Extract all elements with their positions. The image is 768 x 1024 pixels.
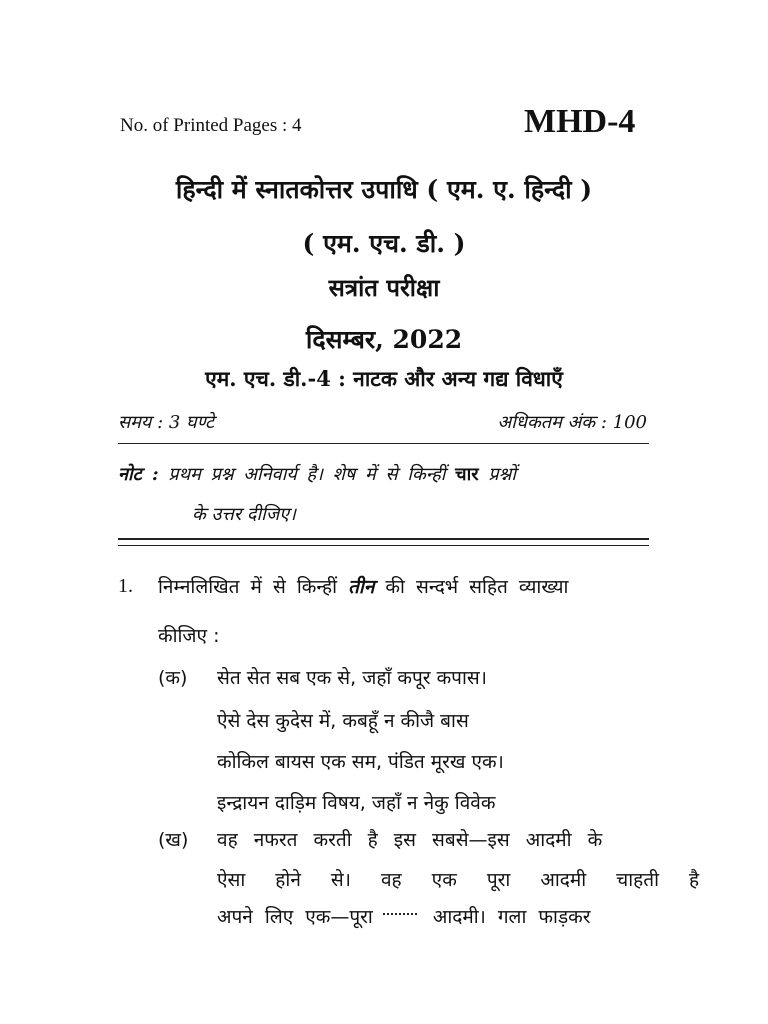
passage-line: ऐसा होने से। वह एक पूरा आदमी चाहती है (217, 869, 700, 891)
part-ka-label: (क) (158, 667, 188, 689)
exam-date: दिसम्बर, 2022 (305, 325, 463, 354)
question-prompt-line-2: कीजिए : (158, 625, 220, 647)
ellipsis-dots (383, 903, 417, 915)
programme-title: हिन्दी में स्नातकोत्तर उपाधि ( एम. ए. हिन्दी ) (175, 175, 593, 204)
question-number: 1. (118, 575, 133, 597)
part-kha-label: (ख) (158, 829, 189, 851)
paper-code: MHD-4 (524, 103, 636, 140)
maximum-marks: अधिकतम अंक : 100 (497, 412, 647, 433)
note-line-2: के उत्तर दीजिए। (192, 504, 296, 525)
question-text-b: की सन्दर्भ सहित व्याख्या (374, 576, 569, 598)
passage-text-a: अपने लिए एक—पूरा (217, 906, 373, 928)
programme-code: ( एम. एच. डी. ) (302, 229, 466, 258)
passage-text-b: आदमी। गला फाड़कर (432, 906, 591, 928)
paper-title: एम. एच. डी.-4 : नाटक और अन्य गद्य विधाएँ (205, 366, 563, 391)
double-divider-bottom (118, 545, 649, 546)
exam-name: सत्रांत परीक्षा (328, 273, 440, 302)
passage-line (217, 903, 591, 929)
verse-line: सेत सेत सब एक से, जहाँ कपूर कपास। (217, 667, 487, 689)
note-text-a: प्रथम प्रश्न अनिवार्य है। शेष में से किन्हीं (158, 464, 456, 485)
note-line-1 (118, 462, 516, 486)
note-count: चार (455, 464, 479, 485)
printed-pages-label: No. of Printed Pages : 4 (120, 115, 302, 136)
question-prompt-line-1 (158, 573, 568, 599)
note-label: नोट : (118, 464, 159, 485)
verse-line: इन्द्रायन दाड़िम विषय, जहाँ न नेकु विवेक (217, 792, 496, 814)
note-text-b: प्रश्नों (478, 464, 516, 485)
verse-line: ऐसे देस कुदेस में, कबहूँ न कीजै बास (217, 710, 469, 732)
time-allowed: समय : 3 घण्टे (118, 412, 215, 433)
question-count: तीन (348, 576, 375, 598)
passage-line: वह नफरत करती है इस सबसे—इस आदमी के (217, 829, 603, 851)
verse-line: कोकिल बायस एक सम, पंडित मूरख एक। (217, 751, 504, 773)
divider (118, 443, 649, 444)
question-text-a: निम्नलिखित में से किन्हीं (158, 576, 349, 598)
double-divider-top (118, 538, 649, 540)
